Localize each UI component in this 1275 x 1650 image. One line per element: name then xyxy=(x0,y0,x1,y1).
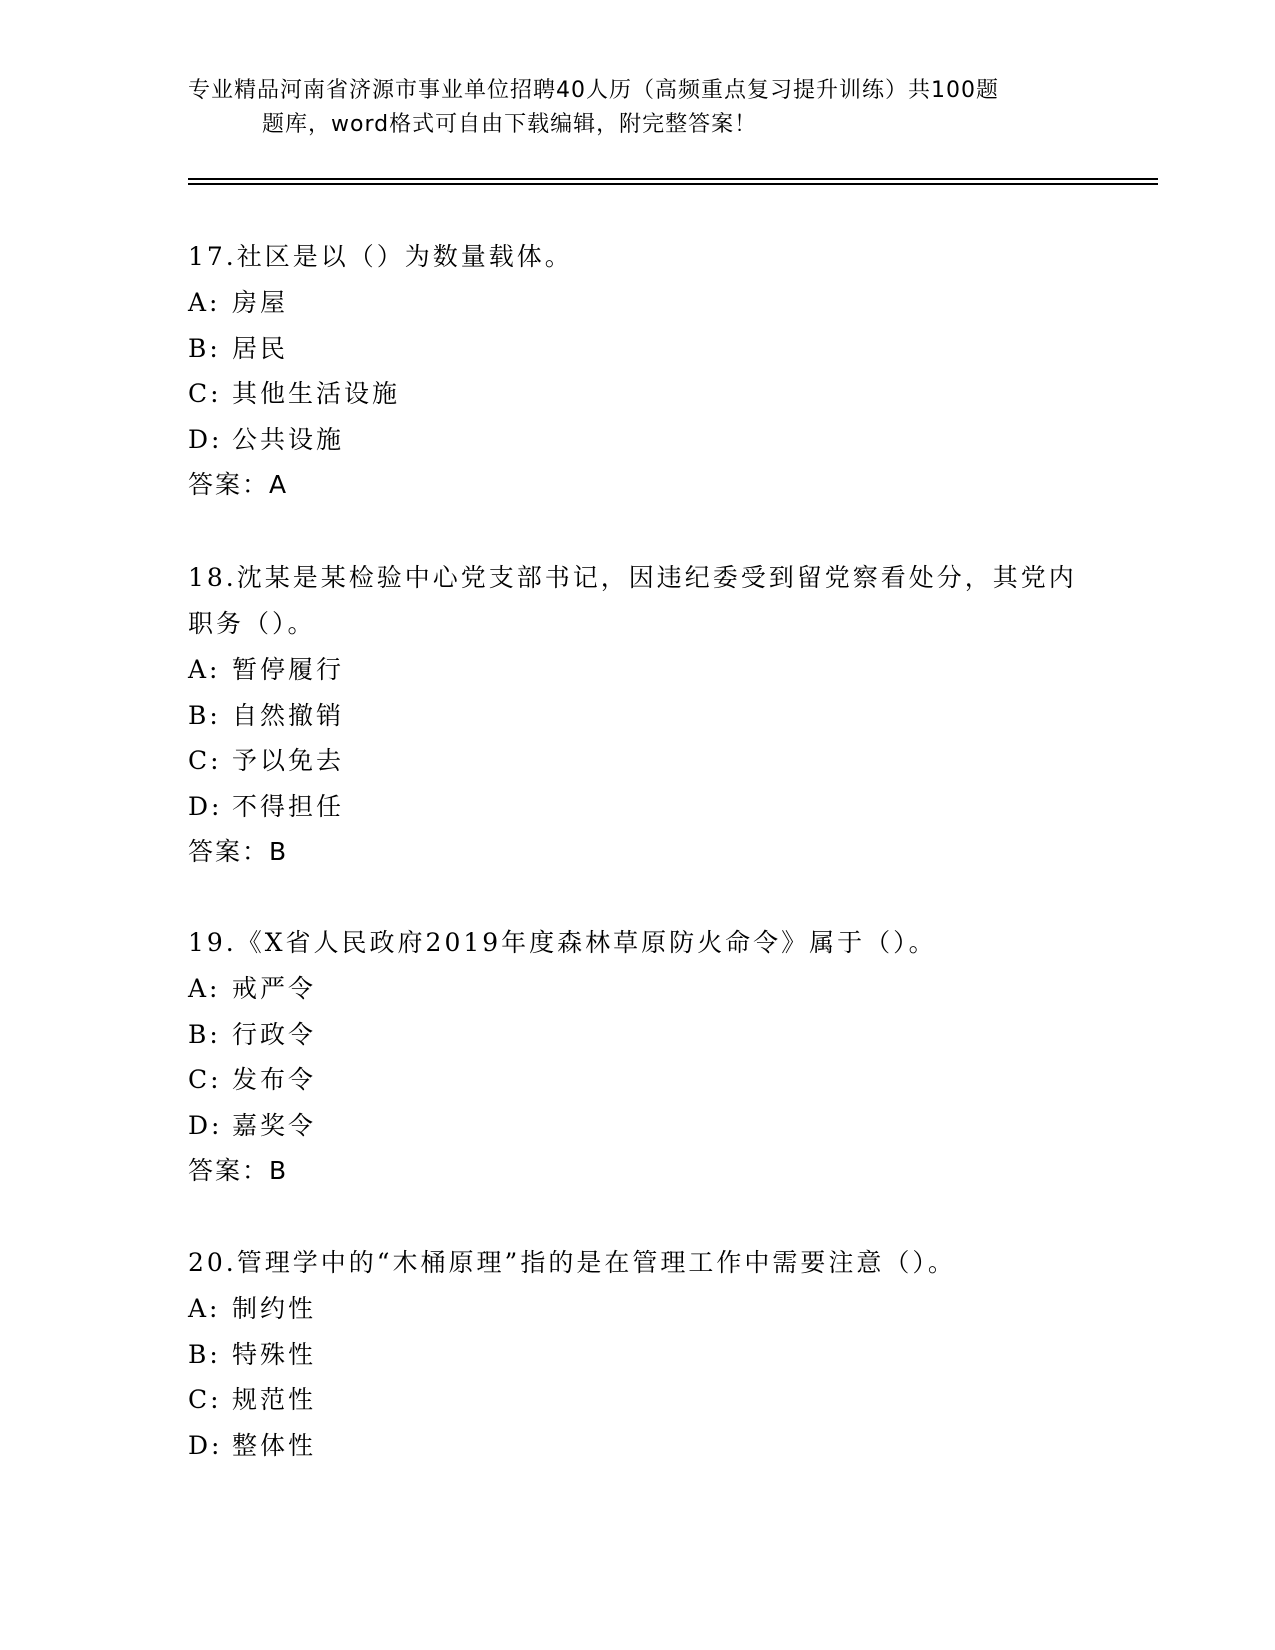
option-letter: C: xyxy=(188,746,222,775)
option-letter: B: xyxy=(188,1339,221,1369)
question-stem: 18.沈某是某检验中心党支部书记，因违纪委受到留党察看处分，其党内职务（）。 xyxy=(188,563,1077,638)
question-17 xyxy=(188,234,1088,508)
option-b xyxy=(188,1332,1088,1378)
option-c xyxy=(188,738,1088,784)
option-letter: D: xyxy=(188,1110,223,1140)
option-c xyxy=(188,1377,1088,1423)
option-letter: D: xyxy=(188,424,223,454)
option-text: 行政令 xyxy=(232,1019,317,1049)
document-header xyxy=(188,74,1088,142)
option-text: 发布令 xyxy=(232,1065,317,1094)
header-title-line2: 题库，word格式可自由下载编辑，附完整答案！ xyxy=(262,112,758,137)
option-letter: C: xyxy=(188,1065,222,1094)
option-text: 自然撤销 xyxy=(232,700,345,730)
question-stem: 20.管理学中的“木桶原理”指的是在管理工作中需要注意（）。 xyxy=(188,1248,956,1277)
question-19 xyxy=(188,920,1088,1194)
option-text: 戒严令 xyxy=(232,974,317,1003)
option-letter: C: xyxy=(188,1385,222,1414)
option-text: 居民 xyxy=(232,333,289,363)
option-letter: B: xyxy=(188,333,221,363)
header-divider-bottom xyxy=(188,183,1158,185)
option-letter: A: xyxy=(188,288,221,317)
option-letter: C: xyxy=(188,379,222,408)
answer-line: 答案：A xyxy=(188,470,289,499)
header-divider-top xyxy=(188,178,1158,180)
option-b xyxy=(188,326,1088,372)
option-letter: B: xyxy=(188,1019,221,1049)
question-stem: 19.《X省人民政府2019年度森林草原防火命令》属于（）。 xyxy=(188,928,937,957)
option-b xyxy=(188,693,1088,739)
option-text: 房屋 xyxy=(232,288,289,317)
option-letter: D: xyxy=(188,791,223,821)
option-text: 其他生活设施 xyxy=(232,379,401,408)
option-text: 暂停履行 xyxy=(232,655,345,684)
option-letter: A: xyxy=(188,974,221,1003)
option-c xyxy=(188,1057,1088,1103)
option-d xyxy=(188,784,1088,830)
option-text: 整体性 xyxy=(232,1430,317,1460)
option-text: 制约性 xyxy=(232,1294,317,1323)
header-title-line1: 专业精品河南省济源市事业单位招聘40人历（高频重点复习提升训练）共100题 xyxy=(188,78,999,103)
option-b xyxy=(188,1012,1088,1058)
option-d xyxy=(188,1423,1088,1469)
option-text: 嘉奖令 xyxy=(232,1110,317,1140)
option-text: 予以免去 xyxy=(232,746,345,775)
question-20 xyxy=(188,1240,1088,1468)
question-stem: 17.社区是以（）为数量载体。 xyxy=(188,242,573,271)
option-c xyxy=(188,371,1088,417)
option-d xyxy=(188,417,1088,463)
option-letter: A: xyxy=(188,655,221,684)
option-a xyxy=(188,966,1088,1012)
question-18 xyxy=(188,555,1088,875)
option-a xyxy=(188,280,1088,326)
option-text: 不得担任 xyxy=(232,791,345,821)
option-text: 规范性 xyxy=(232,1385,317,1414)
option-text: 特殊性 xyxy=(232,1339,317,1369)
option-letter: B: xyxy=(188,700,221,730)
answer-line: 答案：B xyxy=(188,837,289,866)
option-text: 公共设施 xyxy=(232,424,345,454)
option-d xyxy=(188,1103,1088,1149)
option-a xyxy=(188,647,1088,693)
option-a xyxy=(188,1286,1088,1332)
option-letter: D: xyxy=(188,1430,223,1460)
option-letter: A: xyxy=(188,1294,221,1323)
answer-line: 答案：B xyxy=(188,1156,289,1185)
